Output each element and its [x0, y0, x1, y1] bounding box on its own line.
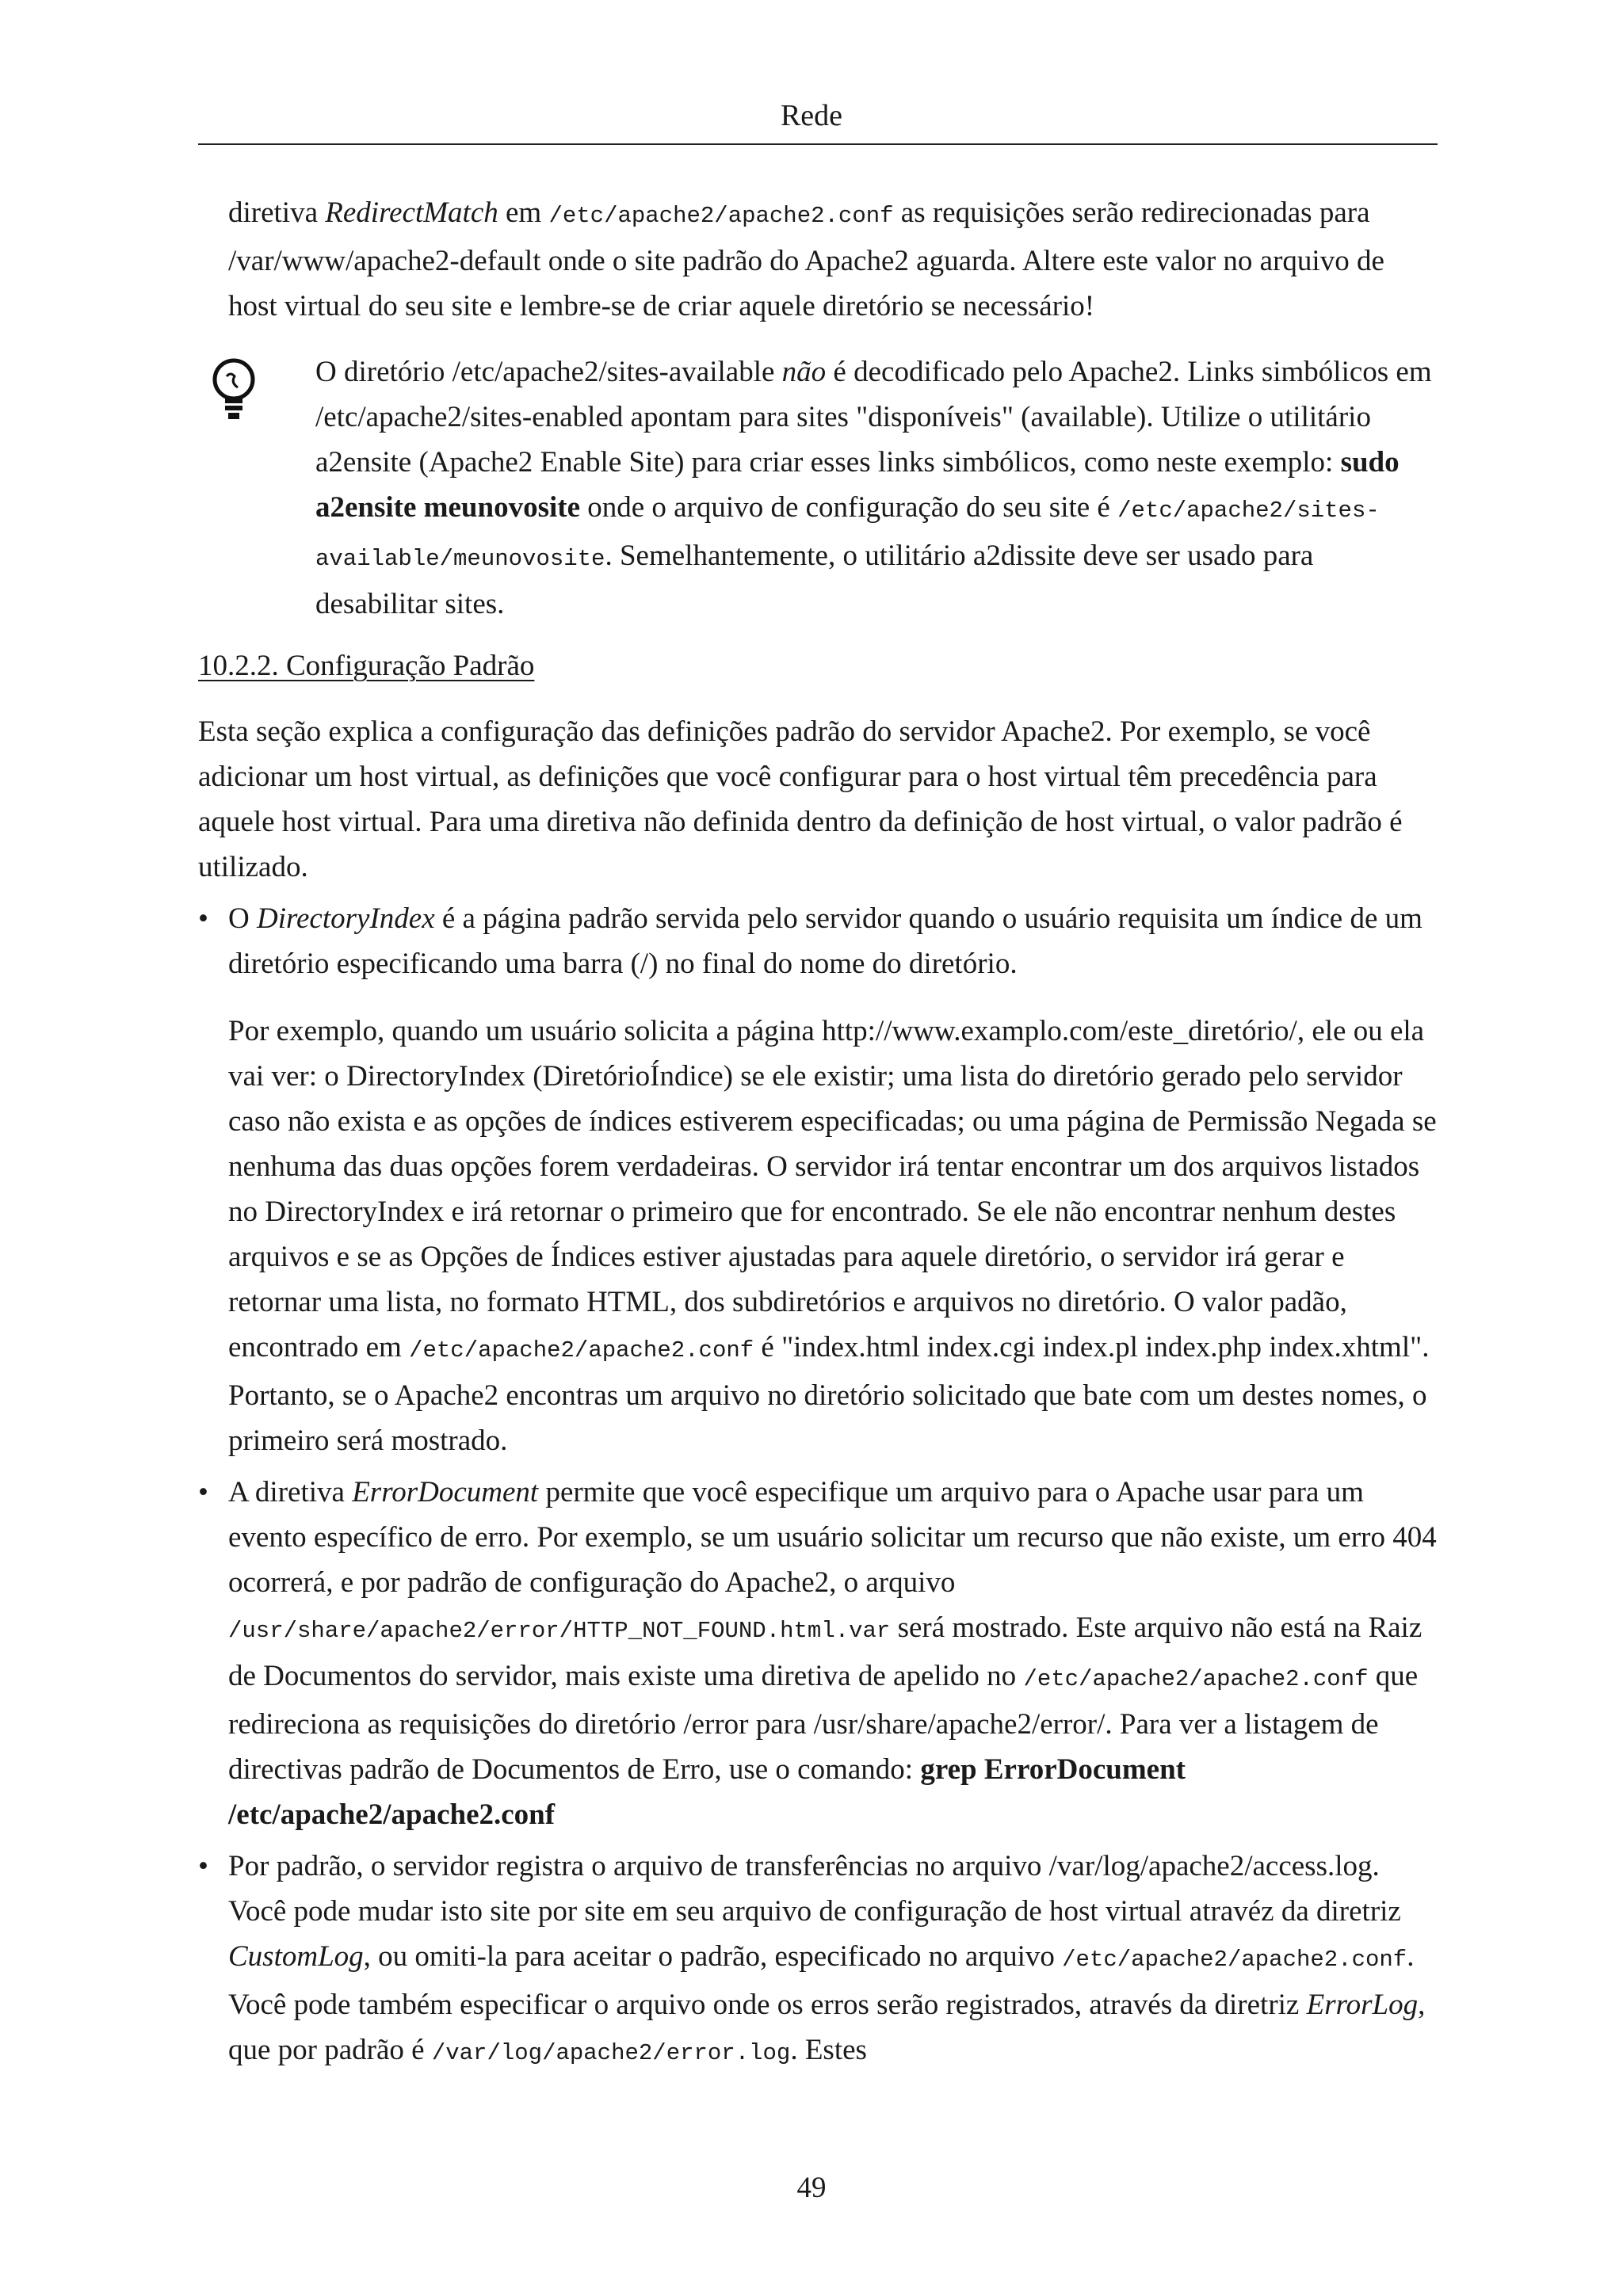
list-item	[198, 1470, 1438, 1837]
list-item-text: O DirectoryIndex é a página padrão servida pelo servidor quando o usuário requisita um índice de um diretório especificando uma barra (/) no final do nome do diretório.	[228, 902, 1423, 980]
list-item	[198, 1844, 1438, 2076]
list-item-text: Por padrão, o servidor registra o arquivo de transferências no arquivo /var/log/apache2/access.log. Você pode mudar isto site por site em seu arquivo de configuração de host virtual atravéz da diretriz CustomLog, ou omiti-la para aceitar o padrão, especificado no arquivo /etc/apache2/apache2.conf. Você pode também especificar o arquivo onde os erros serão registrados, através da diretriz ErrorLog, que por padrão é /var/log/apache2/error.log. Estes	[228, 1850, 1426, 2066]
bullet-marker: •	[198, 1476, 208, 1508]
header-rule	[198, 143, 1438, 145]
intro-paragraph: diretiva RedirectMatch em /etc/apache2/apache2.conf as requisições serão redirecionadas para /var/www/apache2-default onde o site padrão do Apache2 aguarda. Altere este valor no arquivo de host virtual do seu site e lembre-se de criar aquele diretório se necessário!	[228, 196, 1384, 322]
list-item-text: A diretiva ErrorDocument permite que você especifique um arquivo para o Apache usar para um evento específico de erro. Por exemplo, se um usuário solicitar um recurso que não existe, um erro 404 ocorrerá, e por padrão de configuração do Apache2, o arquivo /usr/share/apache2/error/HTTP_NOT_FOUND.html.var será mostrado. Este arquivo não está na Raiz de Documentos do servidor, mais existe uma diretiva de apelido no /etc/apache2/apache2.conf que redireciona as requisições do diretório /error para /usr/share/apache2/error/. Para ver a listagem de directivas padrão de Documentos de Erro, use o comando: grep ErrorDocument /etc/apache2/apache2.conf	[228, 1476, 1437, 1831]
page-number: 49	[796, 2172, 827, 2204]
tip-text: O diretório /etc/apache2/sites-available não é decodificado pelo Apache2. Links simbólicos em /etc/apache2/sites-enabled apontam para sites "disponíveis" (available). Utilize o utilitário a2ensite (Apache2 Enable Site) para criar esses links simbólicos, como neste exemplo: sudo a2ensite meunovosite onde o arquivo de configuração do seu site é /etc/apache2/sites-available/meunovosite. Semelhantemente, o utilitário a2dissite deve ser usado para desabilitar sites.	[315, 356, 1432, 620]
list-item	[198, 896, 1438, 986]
bullet-marker: •	[198, 902, 208, 935]
list-item-continuation: Por exemplo, quando um usuário solicita a página http://www.examplo.com/este_diretório/, ele ou ela vai ver: o DirectoryIndex (DiretórioÍndice) se ele existir; uma lista do diretório gerado pelo servidor caso não exista e as opções de índices estiverem especificadas; ou uma página de Permissão Negada se nenhuma das duas opções forem verdadeiras. O servidor irá tentar encontrar um dos arquivos listados no DirectoryIndex e irá retornar o primeiro que for encontrado. Se ele não encontrar nenhum destes arquivos e se as Opções de Índices estiver ajustadas para aquele diretório, o servidor irá gerar e retornar uma lista, no formato HTML, dos subdiretórios e arquivos no diretório. O valor padão, encontrado em /etc/apache2/apache2.conf é "index.html index.cgi index.pl index.php index.xhtml". Portanto, se o Apache2 encontras um arquivo no diretório solicitado que bate com um destes nomes, o primeiro será mostrado.	[228, 1015, 1437, 1457]
page-body	[198, 190, 1438, 2076]
running-header: Rede	[780, 99, 843, 132]
lightbulb-icon	[209, 356, 258, 424]
tip-note	[198, 349, 1438, 627]
bullet-marker: •	[198, 1850, 208, 1882]
section-heading: 10.2.2. Configuração Padrão	[198, 650, 535, 682]
section-intro-paragraph: Esta seção explica a configuração das definições padrão do servidor Apache2. Por exemplo, se você adicionar um host virtual, as definições que você configurar para o host virtual têm precedência para aquele host virtual. Para uma diretiva não definida dentro da definição de host virtual, o valor padrão é utilizado.	[198, 715, 1403, 883]
